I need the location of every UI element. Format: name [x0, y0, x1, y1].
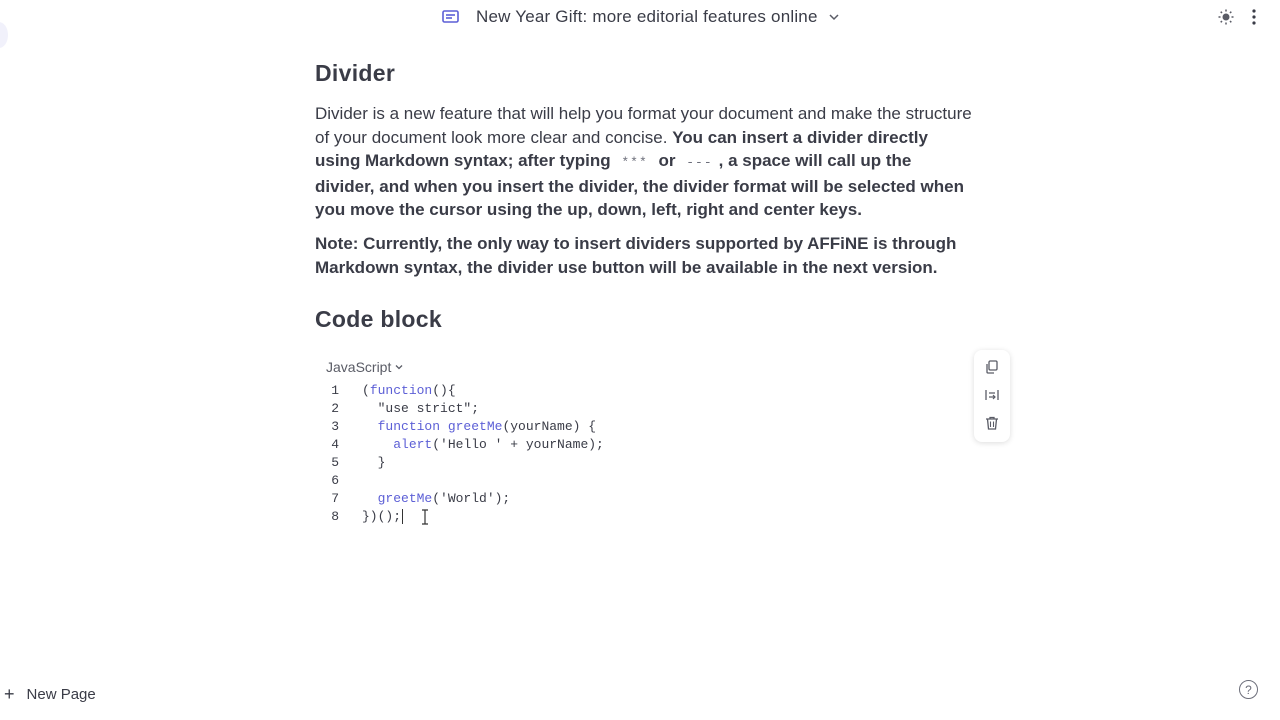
text-bold-or: or — [653, 151, 681, 171]
heading-divider[interactable]: Divider — [315, 60, 396, 86]
code-keyword: alert — [393, 436, 433, 452]
doc-icon — [441, 7, 461, 27]
code-line[interactable] — [320, 471, 604, 489]
text-caret — [402, 509, 403, 524]
line-number: 1 — [331, 382, 339, 398]
paragraph-note[interactable]: Note: Currently, the only way to insert dividers supported by AFFiNE is through Markdown syntax, the divider use button will be available in the next version. — [315, 234, 957, 277]
code-text: })(); — [362, 509, 402, 525]
code-line[interactable] — [320, 508, 604, 526]
code-line[interactable] — [320, 417, 604, 435]
code-keyword: greetMe — [377, 491, 433, 507]
line-number: 3 — [331, 418, 339, 434]
code-line[interactable] — [320, 435, 604, 453]
code-text: ('Hello ' + yourName); — [432, 436, 604, 452]
line-number: 7 — [331, 491, 339, 507]
code-lines[interactable] — [320, 381, 604, 526]
text-normal: Divider is a new feature that will help you format your document and make the structure of your document look more clear and concise. — [315, 104, 972, 147]
delete-icon[interactable] — [983, 414, 1001, 432]
code-text: ('World'); — [432, 491, 511, 507]
code-text: (){ — [432, 382, 456, 398]
chevron-down-icon — [828, 11, 840, 23]
code-block[interactable] — [320, 353, 1010, 533]
code-text: ( — [362, 382, 370, 398]
heading-code-block[interactable]: Code block — [315, 306, 442, 332]
code-keyword: function greetMe — [377, 418, 503, 434]
code-line[interactable] — [320, 381, 604, 399]
code-text: (yourName) { — [502, 418, 597, 434]
code-line[interactable] — [320, 453, 604, 471]
code-line[interactable] — [320, 399, 604, 417]
code-text — [362, 437, 393, 452]
wrap-icon[interactable] — [983, 386, 1001, 404]
line-number: 8 — [331, 509, 339, 525]
language-select[interactable] — [326, 359, 404, 375]
top-bar — [0, 0, 1280, 34]
help-icon[interactable]: ? — [1239, 680, 1258, 699]
new-page-button[interactable] — [4, 684, 96, 705]
new-page-label: New Page — [26, 686, 96, 703]
paragraph-divider-intro[interactable] — [315, 102, 975, 222]
text-bold-b: , a space will call up the divider, and when you insert the divider, the divider format will be selected when you move the cursor using the up, down, left, right and center keys. — [315, 151, 964, 220]
language-label: JavaScript — [326, 359, 392, 375]
code-string: "use strict"; — [362, 400, 480, 416]
code-text: } — [362, 454, 386, 470]
code-block-toolbar — [974, 350, 1010, 442]
inline-code-stars: *** — [621, 155, 648, 171]
announcement-button[interactable] — [441, 6, 840, 28]
plus-icon: + — [4, 684, 15, 704]
chevron-down-icon — [394, 362, 404, 372]
line-number: 2 — [331, 400, 339, 416]
sun-icon[interactable] — [1217, 8, 1235, 26]
line-number: 6 — [331, 473, 339, 489]
code-keyword: function — [369, 382, 433, 398]
code-text — [362, 491, 378, 506]
code-text — [362, 419, 378, 434]
inline-code-dashes: --- — [686, 155, 713, 171]
line-number: 5 — [331, 454, 339, 470]
copy-icon[interactable] — [983, 358, 1001, 376]
code-line[interactable] — [320, 490, 604, 508]
announcement-title: New Year Gift: more editorial features online — [476, 7, 818, 26]
line-number: 4 — [331, 436, 339, 452]
text-bold-a: You can insert a divider directly using Markdown syntax; after typing — [315, 127, 928, 171]
more-vertical-icon[interactable] — [1248, 7, 1260, 27]
ibeam-cursor-icon — [420, 509, 430, 525]
